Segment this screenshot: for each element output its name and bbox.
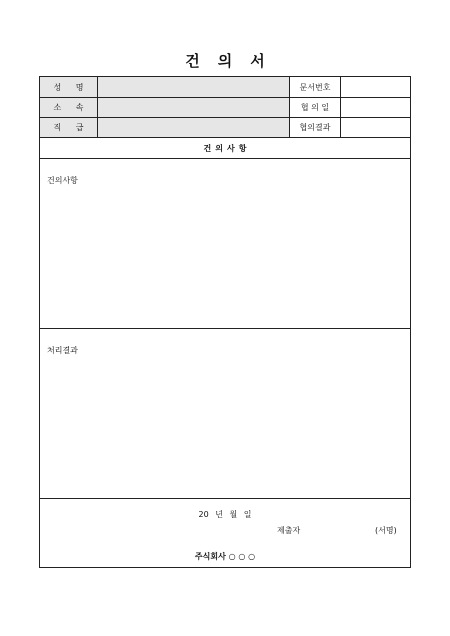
signature-label: (서명) bbox=[375, 526, 397, 535]
department-value-field[interactable] bbox=[97, 98, 289, 117]
info-row-department bbox=[40, 98, 410, 118]
submitter-label: 제출자 bbox=[277, 526, 301, 535]
consult-date-field[interactable] bbox=[340, 98, 410, 117]
consult-result-label: 협의결과 bbox=[289, 118, 340, 137]
name-value-field[interactable] bbox=[97, 77, 289, 97]
section-header-row bbox=[40, 138, 410, 159]
consult-date-label: 협 의 일 bbox=[289, 98, 340, 117]
section-header: 건의사항 bbox=[203, 143, 251, 153]
rank-label: 직 급 bbox=[40, 118, 97, 137]
proposal-area[interactable] bbox=[40, 159, 410, 329]
result-area-label: 처리결과 bbox=[47, 346, 78, 355]
doc-number-field[interactable] bbox=[340, 77, 410, 97]
document-title: 건의서 bbox=[185, 52, 283, 70]
info-row-rank bbox=[40, 118, 410, 138]
doc-number-label: 문서번호 bbox=[289, 77, 340, 97]
info-row-name bbox=[40, 77, 410, 98]
proposal-form bbox=[39, 76, 411, 568]
rank-value-field[interactable] bbox=[97, 118, 289, 137]
department-label: 소 속 bbox=[40, 98, 97, 117]
name-label: 성 명 bbox=[40, 77, 97, 97]
submission-date: 20 년 월 일 bbox=[198, 510, 252, 519]
footer-section bbox=[40, 499, 410, 567]
company-name: 주식회사 ○ ○ ○ bbox=[194, 552, 256, 561]
result-area[interactable] bbox=[40, 329, 410, 499]
proposal-area-label: 건의사항 bbox=[47, 176, 78, 185]
consult-result-field[interactable] bbox=[340, 118, 410, 137]
